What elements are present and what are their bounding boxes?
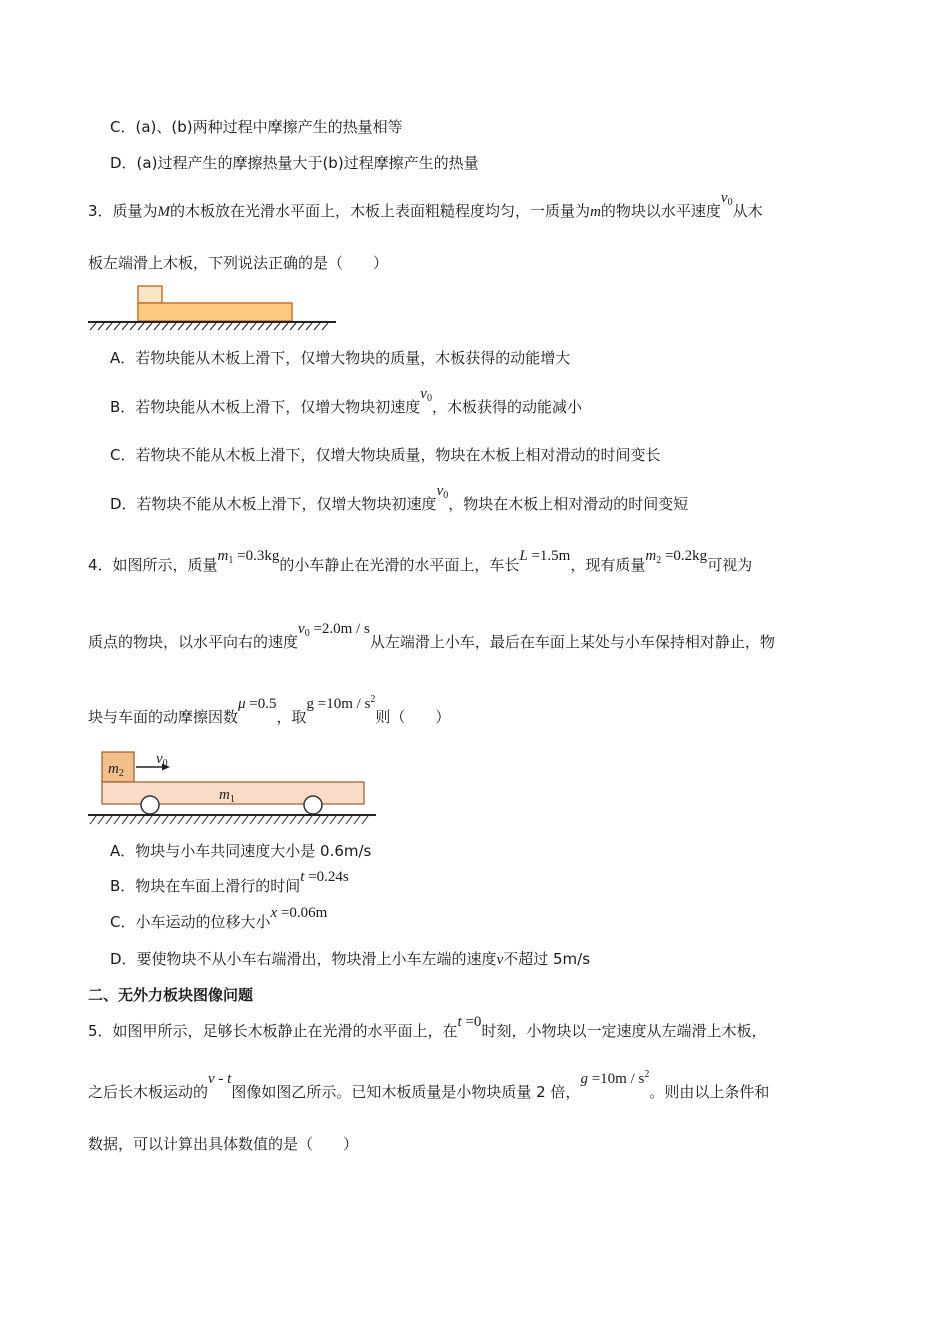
q3-figure: [86, 284, 338, 332]
q4-wheel-left: [141, 796, 159, 814]
q4-fig-label-m2: $m_2$: [108, 761, 124, 779]
q4-option-d: D．要使物块不从小车右端滑出，物块滑上小车左端的速度v不超过 5m/s: [110, 950, 591, 968]
q4-stem-line1: 4．如图所示，质量$m_1 =0.3kg$的小车静止在光滑的水平面上，车长L =1.5m，现有质量$m_2 =0.2kg$可视为: [88, 548, 753, 574]
q4-stem-line3: 块与车面的动摩擦因数μ =0.5，取$g =10m / s^2$则（ ）: [88, 694, 451, 726]
q5-stem-line2: 之后长木板运动的v - t图像如图乙所示。已知木板质量是小物块质量 2 倍，$g =10m / s^2$。则由以上条件和: [88, 1069, 770, 1101]
q3-option-c: C．若物块不能从木板上滑下，仅增大物块质量，物块在木板上相对滑动的时间变长: [110, 446, 661, 464]
q4-option-c: C．小车运动的位移大小x =0.06m: [110, 905, 328, 931]
q5-stem-line3: 数据，可以计算出具体数值的是（ ）: [88, 1135, 359, 1153]
q4-fig-label-v0: $v_0$: [156, 751, 168, 769]
q3-stem-line1: 3．质量为M的木板放在光滑水平面上，木板上表面粗糙程度均匀，一质量为m的物块以水平速度$v_0$从木: [88, 190, 763, 220]
q4-wheel-right: [304, 796, 322, 814]
q3-block: [138, 286, 162, 303]
q3-option-b: B．若物块能从木板上滑下，仅增大物块初速度$v_0$，木板获得的动能减小: [110, 386, 582, 416]
q3-board: [138, 303, 292, 321]
q2-option-d: D．(a)过程产生的摩擦热量大于(b)过程摩擦产生的热量: [110, 154, 479, 172]
q2-option-c: C．(a)、(b)两种过程中摩擦产生的热量相等: [110, 118, 403, 136]
q5-stem-line1: 5．如图甲所示，足够长木板静止在光滑的水平面上，在t =0时刻，小物块以一定速度从左端滑上木板，: [88, 1014, 767, 1040]
q3-option-a: A．若物块能从木板上滑下，仅增大物块的质量，木板获得的动能增大: [110, 349, 571, 367]
q4-option-b: B．物块在车面上滑行的时间t =0.24s: [110, 869, 349, 895]
q3-option-d: D．若物块不能从木板上滑下，仅增大物块初速度$v_0$，物块在木板上相对滑动的时间变短: [110, 483, 689, 513]
q3-stem-line2: 板左端滑上木板，下列说法正确的是（ ）: [88, 254, 389, 272]
q4-figure: [86, 748, 378, 828]
q4-stem-line2: 质点的物块，以水平向右的速度$v_0 =2.0m / s$从左端滑上小车，最后在车面上某处与小车保持相对静止，物: [88, 621, 775, 651]
q4-option-a: A．物块与小车共同速度大小是 0.6m/s: [110, 842, 372, 860]
q4-fig-label-m1: $m_1$: [219, 787, 235, 805]
section-title: 二、无外力板块图像问题: [88, 986, 254, 1004]
